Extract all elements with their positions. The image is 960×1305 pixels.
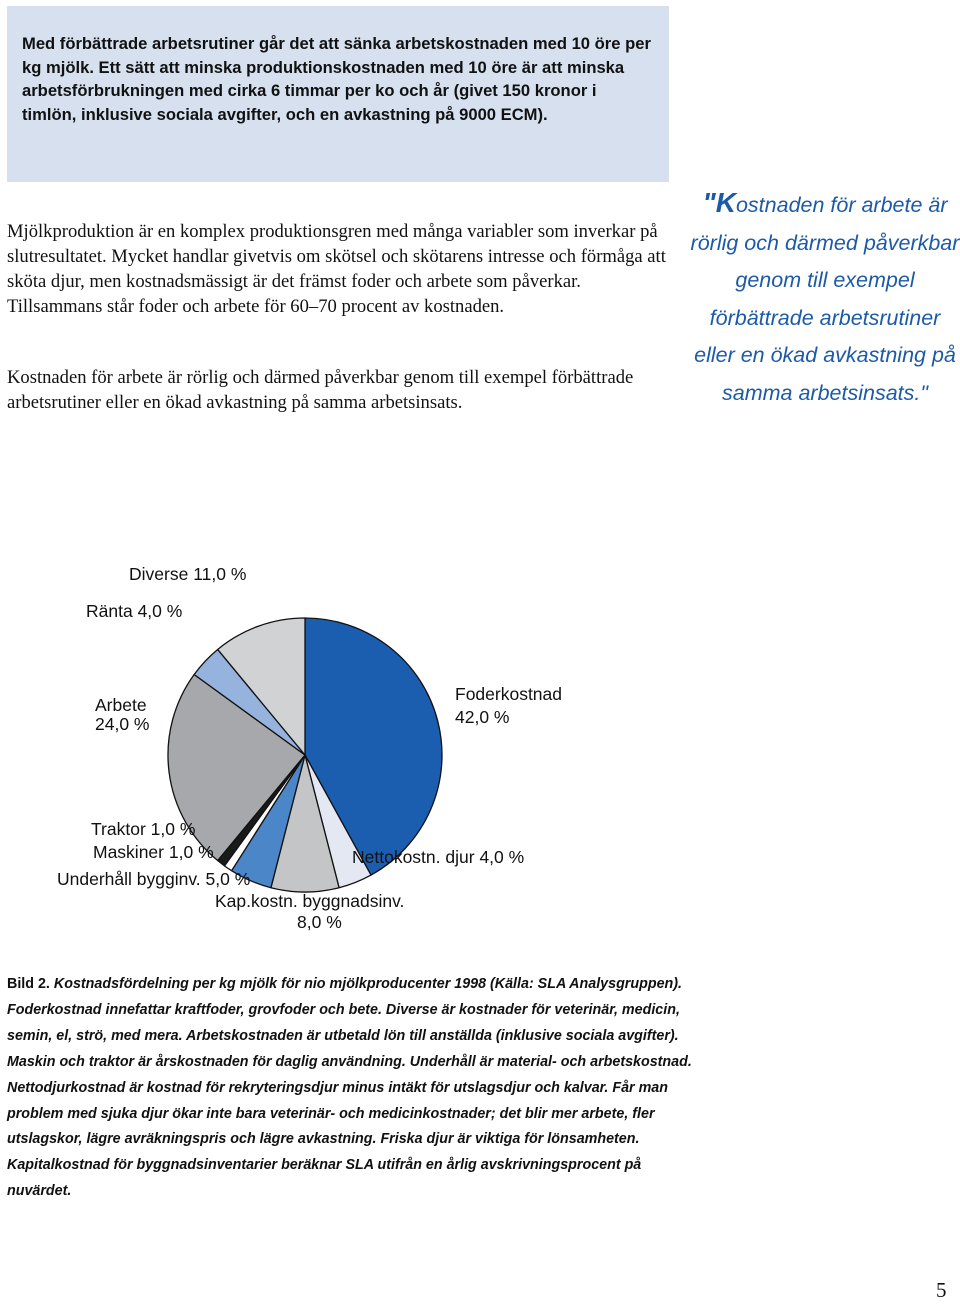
label-diverse: Diverse 11,0 %: [129, 564, 247, 584]
caption-lead: Bild 2.: [7, 976, 50, 992]
figure-caption: [7, 972, 707, 1205]
pull-quote-text: ostnaden för arbete är rörlig och därmed påverkbar genom till exempel förbättrade arbetsrutiner eller en ökad avkastning på samma arbetsinsats.": [690, 193, 960, 405]
label-arbete-value: 24,0 %: [95, 714, 150, 734]
label-maskiner: Maskiner 1,0 %: [93, 842, 214, 862]
caption-text: Kostnadsfördelning per kg mjölk för nio mjölkproducenter 1998 (Källa: SLA Analysgruppen). Foderkostnad innefattar kraftfoder, grovfoder och bete. Diverse är kostnader för veterinär, medicin, semin, el, strö, med mera. Arbetskostnaden är utbetald lön till anställda (inklusive sociala avgifter). Maskin och traktor är årskostnaden för daglig användning. Underhåll är material- och arbetskostnad. Nettodjurkostnad är kostnad för rekryteringsdjur minus intäkt för utslagsdjur och kalvar. Får man problem med sjuka djur ökar inte bara veterinär- och medicinkostnader; det blir mer arbete, fler utslagskor, lägre avräkningspris och lägre avkastning. Friska djur är viktiga för lönsamheten. Kapitalkostnad för byggnadsinventarier beräknar SLA utifrån en årlig avskrivningsprocent på nuvärdet.: [7, 976, 692, 1200]
label-nettokostn-djur: Nettokostn. djur 4,0 %: [352, 847, 525, 867]
label-underhall-bygginv: Underhåll bygginv. 5,0 %: [57, 869, 251, 889]
info-box: [7, 6, 669, 182]
label-arbete: Arbete: [95, 695, 147, 715]
body-paragraph-1: Mjölkproduktion är en komplex produktionsgren med många variabler som inverkar på slutresultatet. Mycket handlar givetvis om skötsel och skötarens intresse och förmåga att sköta djur, men kostnadsmässigt är det främst foder och arbete som påverkar. Tillsammans står foder och arbete för 60–70 procent av kostnaden.: [7, 221, 666, 317]
label-traktor: Traktor 1,0 %: [91, 819, 196, 839]
pull-quote: [690, 184, 960, 413]
page-number: 5: [936, 1278, 947, 1302]
label-ranta: Ränta 4,0 %: [86, 601, 183, 621]
label-foderkostnad-value: 42,0 %: [455, 707, 510, 727]
body-paragraph-2: Kostnaden för arbete är rörlig och därmed påverkbar genom till exempel förbättrade arbetsrutiner eller en ökad avkastning på samma arbetsinsats.: [7, 367, 634, 413]
label-kap-kostn-byggnadsinv-value: 8,0 %: [297, 912, 342, 932]
info-box-text: Med förbättrade arbetsrutiner går det att sänka arbetskostnaden med 10 öre per kg mjölk. Ett sätt att minska produktionskostnaden med 10 öre är att minska arbetsförbrukningen med cirka 6 timmar per ko och år (givet 150 kronor i timlön, inklusive sociala avgifter, och en avkastning på 9000 ECM).: [22, 34, 651, 124]
label-foderkostnad: Foderkostnad: [455, 684, 563, 704]
pull-quote-initial: "K: [702, 187, 736, 218]
label-kap-kostn-byggnadsinv: Kap.kostn. byggnadsinv.: [215, 891, 405, 911]
cost-pie-chart: [0, 540, 700, 960]
